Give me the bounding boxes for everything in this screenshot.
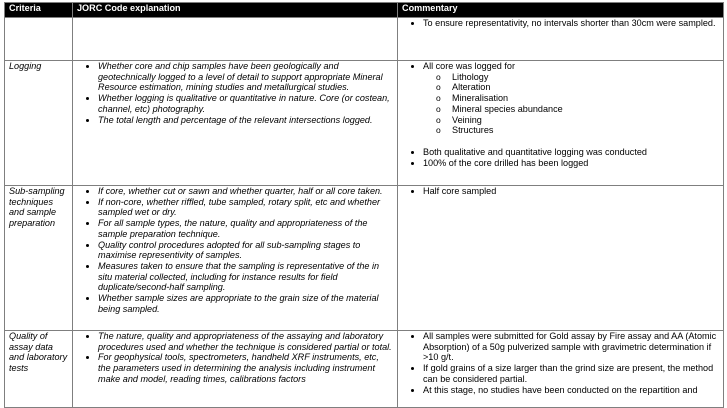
commentary-item: • At this stage, no studies have been conducted on the repartition and — [423, 385, 719, 396]
commentary-subitem: o Alteration — [452, 82, 719, 93]
criteria-cell: Quality of assay data and laboratory tests — [5, 331, 73, 408]
criteria-cell — [5, 18, 73, 61]
commentary-cell — [398, 61, 724, 186]
explanation-cell — [73, 61, 398, 186]
explanation-item: • If non-core, whether riffled, tube sampled, rotary split, etc and whether sampled wet or dry. — [98, 197, 393, 218]
criteria-cell: Sub-sampling techniques and sample preparation — [5, 186, 73, 331]
commentary-cell — [398, 18, 724, 61]
commentary-intro: All core was logged for — [423, 61, 515, 71]
explanation-item: • The nature, quality and appropriateness of the assaying and laboratory procedures used and whether the technique is considered partial or total. — [98, 331, 393, 352]
commentary-item: • Half core sampled — [423, 186, 719, 197]
commentary-subitem: o Veining — [452, 115, 719, 126]
criteria-cell: Logging — [5, 61, 73, 186]
explanation-item: • The total length and percentage of the relevant intersections logged. — [98, 115, 393, 126]
commentary-item: • If gold grains of a size larger than the grind size are present, the method can be considered partial. — [423, 363, 719, 384]
header-commentary: Commentary — [398, 3, 724, 18]
table-row — [5, 61, 724, 186]
explanation-item: • For geophysical tools, spectrometers, handheld XRF instruments, etc, the parameters used in determining the analysis including instrument make and model, reading times, calibrations factors — [98, 352, 393, 384]
explanation-item: • Whether sample sizes are appropriate to the grain size of the material being sampled. — [98, 293, 393, 314]
explanation-cell — [73, 331, 398, 408]
table-row — [5, 186, 724, 331]
header-criteria: Criteria — [5, 3, 73, 18]
commentary-subitem: o Lithology — [452, 72, 719, 83]
explanation-item: • Whether logging is qualitative or quantitative in nature. Core (or costean, channel, etc) photography. — [98, 93, 393, 114]
commentary-cell — [398, 331, 724, 408]
explanation-item: • If core, whether cut or sawn and whether quarter, half or all core taken. — [98, 186, 393, 197]
explanation-item: • Whether core and chip samples have been geologically and geotechnically logged to a level of detail to support appropriate Mineral Resource estimation, mining studies and metallurgical studies. — [98, 61, 393, 93]
commentary-item: • All samples were submitted for Gold assay by Fire assay and AA (Atomic Absorption) of a 50g pulverized sample with gravimetric determination if >10 g/t. — [423, 331, 719, 363]
commentary-subitem: o Structures — [452, 125, 719, 136]
explanation-item: • Quality control procedures adopted for all sub-sampling stages to maximise representivity of samples. — [98, 240, 393, 261]
commentary-item: • Both qualitative and quantitative logging was conducted — [423, 147, 719, 158]
table-row — [5, 18, 724, 61]
header-explanation: JORC Code explanation — [73, 3, 398, 18]
explanation-cell — [73, 186, 398, 331]
commentary-cell — [398, 186, 724, 331]
commentary-subitem: o Mineral species abundance — [452, 104, 719, 115]
jorc-table — [4, 2, 724, 408]
table-header-row — [5, 3, 724, 18]
explanation-cell — [73, 18, 398, 61]
commentary-subitem: o Mineralisation — [452, 93, 719, 104]
commentary-item — [423, 61, 719, 136]
explanation-item: • For all sample types, the nature, quality and appropriateness of the sample preparation technique. — [98, 218, 393, 239]
explanation-item: • Measures taken to ensure that the sampling is representative of the in situ material collected, including for instance results for field duplicate/second-half sampling. — [98, 261, 393, 293]
commentary-item: • 100% of the core drilled has been logged — [423, 158, 719, 169]
commentary-item: • To ensure representativity, no intervals shorter than 30cm were sampled. — [423, 18, 719, 29]
table-row — [5, 331, 724, 408]
